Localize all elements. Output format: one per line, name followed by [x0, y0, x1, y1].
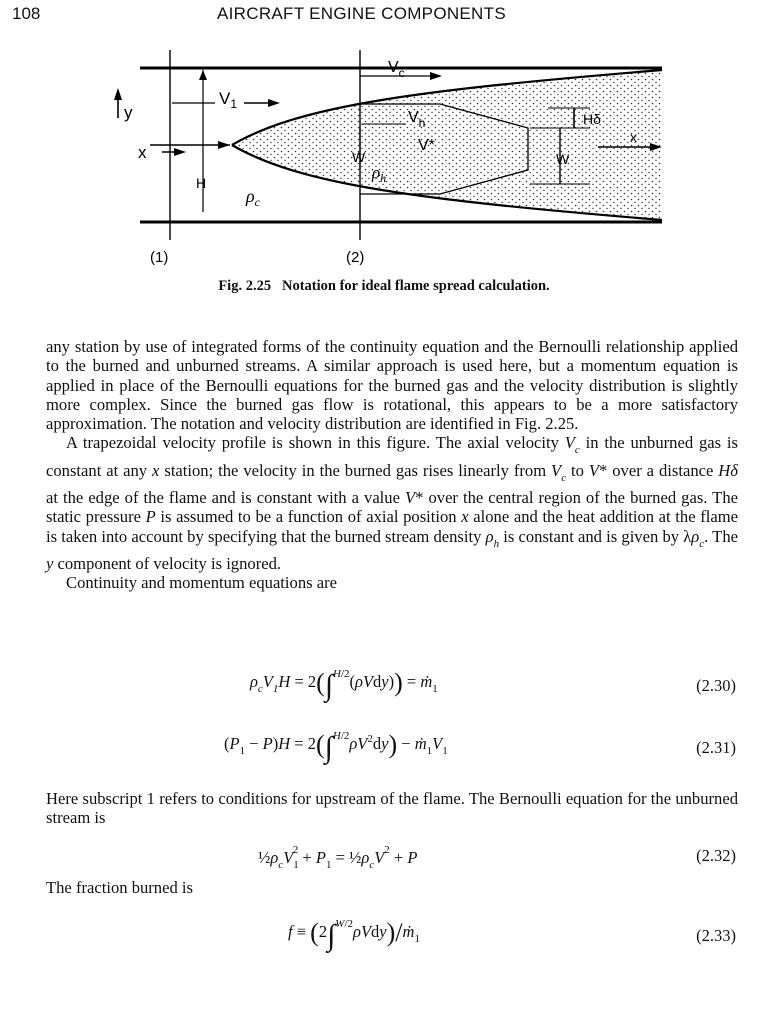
v1-arrowhead [268, 99, 280, 107]
h-label: H [196, 175, 207, 191]
equation-2-32: $\frac{1}{2}\rho_cV_1^2 + P_1$ = $\frac{1}{2}\rho_cV^2 + P$ [258, 844, 418, 871]
vc-arrowhead [430, 72, 442, 80]
y-axis-label: y [124, 103, 133, 122]
station-2-label: (2) [346, 249, 365, 266]
body-text [46, 337, 738, 593]
equation-2-30: $\rho_cV_1H = 2(\int^{H/2}(\rho Vdy))$ = ṁ$_1$ [250, 668, 438, 702]
running-title: AIRCRAFT ENGINE COMPONENTS [217, 4, 506, 23]
flame-region [232, 70, 662, 220]
paragraph-4: Here subscript 1 refers to conditions for upstream of the flame. The Bernoulli equation for the unburned stream is [46, 789, 738, 828]
y-axis-arrow [114, 88, 122, 100]
rho-h-label: $\rho_h$ [372, 163, 387, 185]
paragraph-1: any station by use of integrated forms of the continuity equation and the Bernoulli relationship applied to the burned and unburned streams. A similar approach is used here, but a momentum equation is applied in place of the Bernoulli equations for the burned gas and the velocity distribution is slightly more complex. Since the burned gas flow is rotational, this appears to be a more satisfactory approximation. The notation and velocity distribution are identified in Fig. 2.25. [46, 337, 738, 434]
x-axis-left-arrowhead [174, 148, 186, 156]
vh-label: $V_h$ [408, 109, 426, 130]
vstar-label: V* [418, 137, 435, 154]
equation-2-30-number: (2.30) [696, 676, 736, 695]
v1-label: $V_1$ [219, 89, 238, 111]
paragraph-5: The fraction burned is [46, 878, 193, 897]
page-number: 108 [12, 4, 41, 23]
centerline-arrow [218, 141, 230, 149]
figure-caption [0, 278, 768, 295]
paragraph-3: Continuity and momentum equations are [66, 573, 337, 593]
page-header [12, 4, 756, 30]
paragraph-2: A trapezoidal velocity profile is shown in this figure. The axial velocity $V_c$ in the unburned gas is constant at any x station; the velocity in the burned gas rises linearly from $V_c$ to V* over a distance Hδ at the edge of the flame and is constant with a value V* over the central region of the burned gas. The static pressure P is assumed to be a function of axial position x alone and the heat addition at the flame is taken into account by specifying that the burned stream density $\rho_h$ is constant and is given by $\lambda\rho_c$. The y component of velocity is ignored. [46, 433, 738, 573]
w-left-label: W [352, 149, 366, 165]
equation-2-31-number: (2.31) [696, 738, 736, 757]
h-delta-label: Hδ [583, 111, 601, 127]
equation-2-32-number: (2.32) [696, 846, 736, 865]
w-right-label: W [556, 151, 570, 167]
station-1-label: (1) [150, 249, 169, 266]
x-axis-left-label: x [138, 143, 147, 162]
x-axis-right-label: x [630, 129, 637, 145]
equation-2-33-number: (2.33) [696, 926, 736, 945]
vc-label: $V_c$ [388, 59, 405, 80]
flame-spread-figure [0, 40, 768, 276]
rho-c-label: $\rho_c$ [246, 186, 260, 209]
caption-text: Notation for ideal flame spread calculation. [281, 278, 550, 294]
equation-2-31: $(P_1 - P)H = 2(\int^{H/2}\rho V^2dy)$ − $ṁ_1V_1$ [224, 730, 448, 764]
equation-2-33: f ≡ (2∫$^{W/2}$ρVdy)/ṁ$_1$ [288, 918, 420, 952]
caption-number: Fig. 2.25 [218, 278, 272, 294]
h-dimension-arrow-top [199, 70, 207, 80]
